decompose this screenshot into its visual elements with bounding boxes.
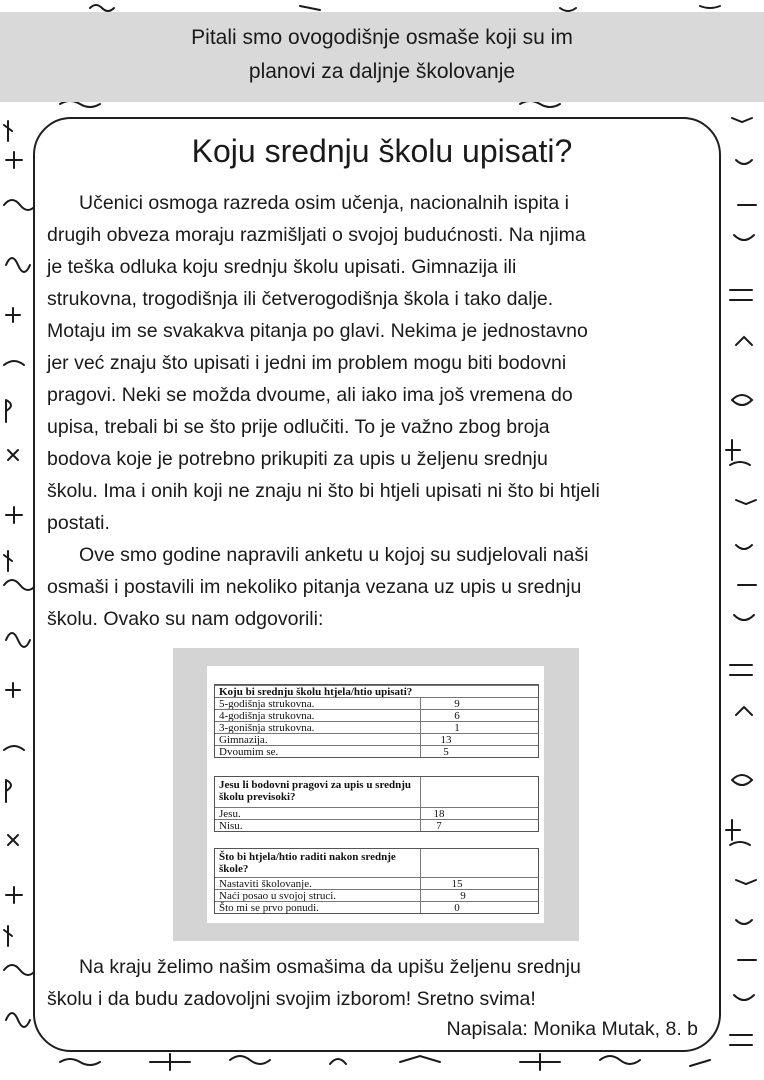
table-cell-value: 9 bbox=[460, 890, 466, 902]
table-cell-label: Naći posao u svojoj struci. bbox=[219, 890, 337, 902]
paragraph-2-line: osmaši i postavili im nekoliko pitanja vezana uz upis u srednju bbox=[47, 576, 582, 598]
table-row bbox=[215, 745, 538, 757]
table-cell-value: 7 bbox=[436, 820, 442, 832]
table-row bbox=[215, 697, 538, 709]
survey-table-1 bbox=[214, 684, 539, 758]
table-question: Što bi htjela/htio raditi nakon srednje bbox=[219, 851, 396, 863]
paragraph-1-line: upisa, trebali bi se što prije odlučiti. To je važno zbog broja bbox=[47, 416, 550, 438]
table-row bbox=[215, 889, 538, 901]
table-cell-label: Gimnazija. bbox=[219, 734, 268, 746]
paragraph-2-line: Ove smo godine napravili anketu u kojoj su sudjelovali naši bbox=[79, 544, 589, 566]
table-cell-label: Dvoumim se. bbox=[219, 746, 279, 758]
table-cell-label: Jesu. bbox=[219, 808, 241, 820]
closing-line: Na kraju želimo našim osmašima da upišu željenu srednju bbox=[79, 956, 581, 978]
table-row bbox=[215, 807, 538, 819]
closing-line: školu i da budu zadovoljni svojim izborom! Sretno svima! bbox=[47, 988, 536, 1010]
paragraph-1-line: bodova koje je potrebno prikupiti za upis u željenu srednju bbox=[47, 448, 548, 470]
table-cell-label: 5-godišnja strukovna. bbox=[219, 698, 315, 710]
author-signature: Napisala: Monika Mutak, 8. b bbox=[446, 1018, 698, 1040]
table-cell-value: 6 bbox=[454, 710, 460, 722]
table-question: škole? bbox=[219, 863, 249, 875]
table-question: Koju bi srednju školu htjela/htio upisati? bbox=[219, 686, 413, 698]
header-line-1: Pitali smo ovogodišnje osmaše koji su im bbox=[191, 26, 573, 49]
table-row bbox=[215, 685, 538, 697]
table-cell-label: Nisu. bbox=[219, 820, 243, 832]
paragraph-1-line: školu. Ima i onih koji ne znaju ni što bi htjeli upisati ni što bi htjeli bbox=[47, 480, 600, 502]
table-row bbox=[215, 733, 538, 745]
table-cell-label: Što mi se prvo ponudi. bbox=[219, 902, 319, 914]
table-row bbox=[215, 721, 538, 733]
paragraph-1-line: jer već znaju što upisati i jedni im problem mogu biti bodovni bbox=[47, 352, 567, 374]
survey-table-3 bbox=[214, 848, 539, 914]
table-cell-label: Nastaviti školovanje. bbox=[219, 878, 312, 890]
table-cell-value: 5 bbox=[443, 746, 449, 758]
paragraph-1-line: postati. bbox=[47, 512, 110, 534]
paragraph-1-line: drugih obveza moraju razmišljati o svojoj budućnosti. Na njima bbox=[47, 224, 586, 246]
paragraph-1-line: Učenici osmoga razreda osim učenja, nacionalnih ispita i bbox=[79, 192, 569, 214]
paragraph-2-line: školu. Ovako su nam odgovorili: bbox=[47, 608, 324, 630]
paragraph-1-line: strukovna, trogodišnja ili četverogodišnja škola i tako dalje. bbox=[47, 288, 554, 310]
table-cell-value: 13 bbox=[440, 734, 452, 746]
table-cell-label: 3-gonišnja strukovna. bbox=[219, 722, 315, 734]
table-question: školu previsoki? bbox=[219, 791, 296, 803]
paragraph-1-line: Motaju im se svakakva pitanja po glavi. Nekima je jednostavno bbox=[47, 320, 588, 342]
article-title: Koju srednju školu upisati? bbox=[191, 133, 573, 169]
table-cell-value: 0 bbox=[454, 902, 460, 914]
table-cell-value: 1 bbox=[454, 722, 460, 734]
paragraph-1-line: pragovi. Neki se možda dvoume, ali iako ima još vremena do bbox=[47, 384, 573, 406]
paragraph-1-line: je teška odluka koju srednju školu upisati. Gimnazija ili bbox=[47, 256, 517, 278]
survey-image bbox=[207, 666, 544, 923]
table-row bbox=[215, 901, 538, 913]
table-cell-value: 18 bbox=[433, 808, 445, 820]
survey-table-2 bbox=[214, 776, 539, 832]
table-row bbox=[215, 709, 538, 721]
table-cell-value: 9 bbox=[454, 698, 460, 710]
table-row bbox=[215, 877, 538, 889]
table-cell-value: 15 bbox=[451, 878, 463, 890]
table-question: Jesu li bodovni pragovi za upis u srednju bbox=[219, 779, 412, 791]
header-line-2: planovi za daljnje školovanje bbox=[248, 60, 516, 83]
table-cell-label: 4-godišnja strukovna. bbox=[219, 710, 315, 722]
table-row bbox=[215, 819, 538, 831]
